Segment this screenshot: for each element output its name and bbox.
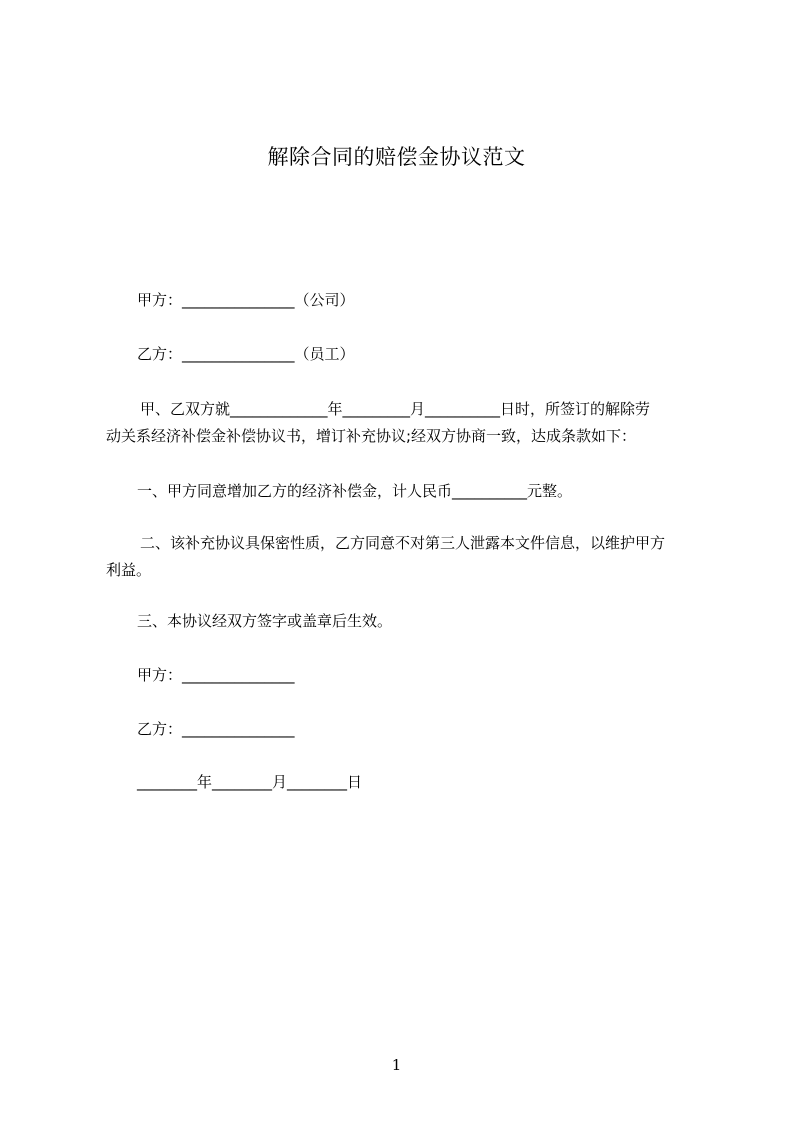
party-a-company-line: 甲方：_______________（公司） — [137, 291, 355, 309]
signature-party-a: 甲方：_______________ — [137, 666, 295, 684]
intro-paragraph-line-2: 动关系经济补偿金补偿协议书，增订补充协议;经双方协商一致，达成条款如下： — [106, 427, 637, 445]
signature-date: ________年________月________日 — [137, 773, 363, 791]
signature-party-b: 乙方：_______________ — [137, 720, 295, 738]
clause-1: 一、甲方同意增加乙方的经济补偿金，计人民币__________元整。 — [137, 482, 573, 500]
party-b-employee-line: 乙方：_______________（员工） — [137, 345, 355, 363]
clause-3: 三、本协议经双方签字或盖章后生效。 — [137, 612, 393, 630]
intro-paragraph-line-1: 甲、乙双方就_____________年_________月__________日时，所签订的解除劳 — [140, 400, 651, 418]
document-title: 解除合同的赔偿金协议范文 — [267, 145, 526, 169]
clause-2-line-2: 利益。 — [106, 561, 152, 579]
clause-2-line-1: 二、该补充协议具保密性质，乙方同意不对第三人泄露本文件信息，以维护甲方 — [140, 534, 666, 552]
page-number: 1 — [391, 1056, 402, 1074]
